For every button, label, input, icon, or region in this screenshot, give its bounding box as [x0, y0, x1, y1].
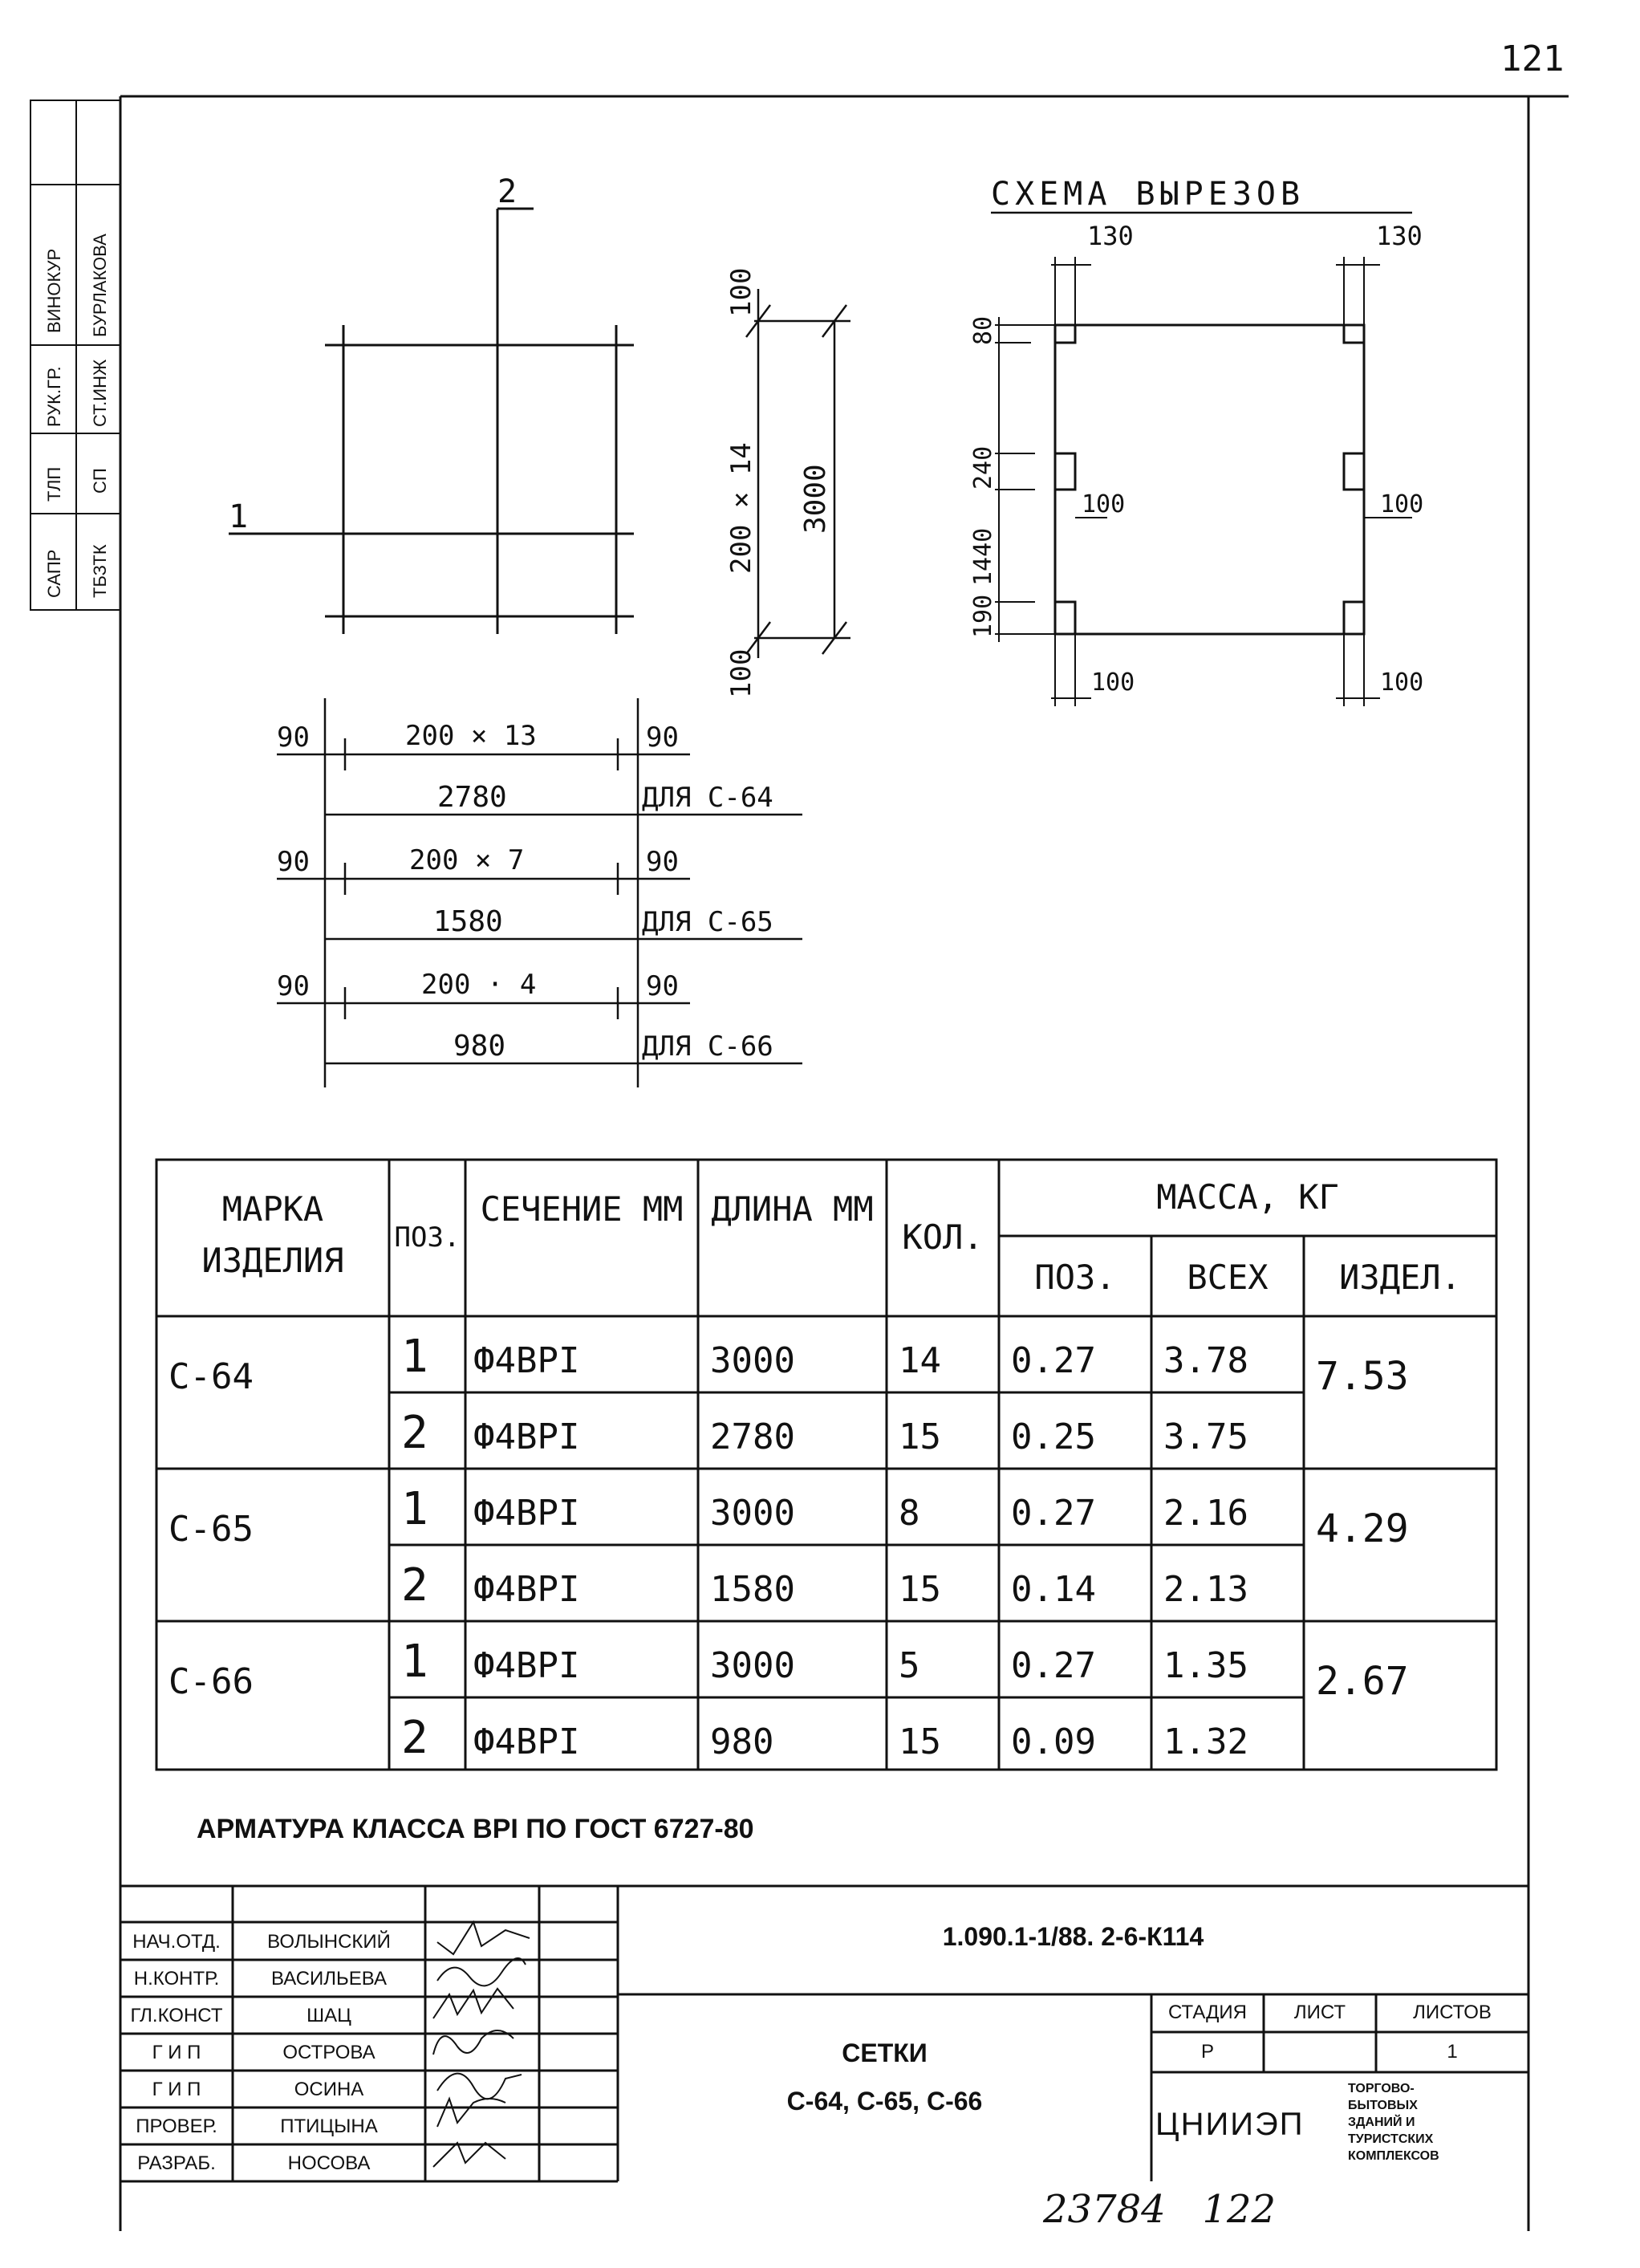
cutout-dim-80: 80	[969, 315, 997, 345]
drawing-subtitle: С-64, С-65, С-66	[786, 2087, 983, 2116]
staff-role: ПРОВЕР.	[136, 2116, 217, 2137]
mass-all-c66-2: 1.32	[1163, 1721, 1248, 1762]
sheets-label: ЛИСТОВ	[1413, 2002, 1492, 2023]
qty-c64-2: 15	[899, 1416, 941, 1457]
sheet-label: ЛИСТ	[1293, 2002, 1346, 2023]
length-c66-2: 980	[710, 1721, 774, 1762]
stamp-tlp: ТЛП	[44, 466, 64, 502]
cutout-outline	[1055, 325, 1364, 634]
mesh-dim-3000: 3000	[799, 464, 832, 534]
staff-name: ШАЦ	[306, 2005, 351, 2026]
staff-role: РАЗРАБ.	[137, 2152, 216, 2174]
mark-c65: С-65	[168, 1508, 254, 1550]
mass-all-c66-1: 1.35	[1163, 1644, 1248, 1686]
org-note-line: КОМПЛЕКСОВ	[1348, 2149, 1439, 2163]
header-mass: МАССА, КГ	[1156, 1177, 1339, 1217]
staff-role: ГЛ.КОНСТ	[130, 2005, 223, 2026]
stage-label: СТАДИЯ	[1167, 2002, 1248, 2023]
footer-numbers: 23784 122	[1043, 2187, 1277, 2232]
dim-c64-middle: 200 × 13	[405, 720, 537, 752]
cutout-dim-1440: 1440	[969, 527, 997, 586]
header-mass-all: ВСЕХ	[1187, 1258, 1269, 1297]
header-mass-pos: ПОЗ.	[1034, 1258, 1116, 1297]
dim-c66-middle: 200 · 4	[421, 969, 537, 1001]
header-mass-item: ИЗДЕЛ.	[1339, 1258, 1461, 1297]
section-c65-2: Ф4ВРI	[473, 1568, 580, 1610]
stamp-burlakova: БУРЛАКОВА	[90, 234, 110, 337]
stage-value: Р	[1200, 2041, 1214, 2063]
dim-c65-middle: 200 × 7	[409, 844, 525, 876]
staff-name: ОСТРОВА	[282, 2042, 375, 2063]
item-mass-c65: 4.29	[1316, 1506, 1409, 1551]
dim-c66-left: 90	[277, 970, 310, 1002]
pos-c66-1: 1	[401, 1635, 428, 1688]
stamp-rukgr: РУК.ГР.	[44, 366, 64, 427]
cutout-dim-130-right: 130	[1376, 221, 1423, 251]
mesh-dim-200x14: 200 × 14	[725, 442, 757, 574]
staff-role: Г И П	[152, 2079, 201, 2100]
width-dims-lines	[277, 698, 802, 1087]
dim-c66-right: 90	[646, 970, 679, 1002]
cutout-dim-100-mid-right: 100	[1380, 490, 1424, 518]
length-c64-2: 2780	[710, 1416, 795, 1457]
cutout-title: СХЕМА ВЫРЕЗОВ	[991, 176, 1305, 213]
mass-pos-c64-1: 0.27	[1011, 1339, 1096, 1381]
mass-pos-c66-2: 0.09	[1011, 1721, 1096, 1762]
mark-c66: С-66	[168, 1660, 254, 1702]
stamp-tbztk: ТБЗТК	[90, 544, 110, 598]
header-mark: МАРКА ИЗДЕЛИЯ	[201, 1189, 344, 1280]
qty-c66-1: 5	[899, 1644, 920, 1686]
mesh-dim-100-bottom: 100	[725, 648, 757, 698]
length-c65-1: 3000	[710, 1492, 795, 1534]
staff-role: Г И П	[152, 2042, 201, 2063]
staff-name: НОСОВА	[287, 2152, 371, 2174]
dim-c65-note: ДЛЯ С-65	[642, 906, 773, 938]
org-note-line: БЫТОВЫХ	[1348, 2099, 1418, 2112]
mass-pos-c66-1: 0.27	[1011, 1644, 1096, 1686]
side-stamp	[30, 100, 120, 610]
section-c66-1: Ф4ВРI	[473, 1644, 580, 1686]
cutout-dim-240: 240	[969, 445, 997, 490]
header-section: СЕЧЕНИЕ ММ	[480, 1189, 684, 1229]
org-name: ЦНИИЭП	[1155, 2107, 1305, 2142]
staff-name: ОСИНА	[294, 2079, 364, 2100]
mass-pos-c65-1: 0.27	[1011, 1492, 1096, 1534]
org-note	[1348, 2080, 1439, 2164]
item-mass-c64: 7.53	[1316, 1354, 1409, 1399]
cutout-dim-100-bot-right: 100	[1380, 669, 1424, 697]
mesh-dim-100-top: 100	[725, 267, 757, 317]
org-note-line: ТУРИСТСКИХ	[1348, 2132, 1434, 2146]
dim-c66-note: ДЛЯ С-66	[642, 1030, 773, 1063]
dim-c66-total: 980	[453, 1030, 506, 1063]
qty-c65-1: 8	[899, 1492, 920, 1534]
qty-c65-2: 15	[899, 1568, 941, 1610]
staff-name: ВОЛЫНСКИЙ	[267, 1931, 391, 1953]
length-c64-1: 3000	[710, 1339, 795, 1381]
mesh-label-2: 2	[497, 173, 518, 210]
staff-name: ВАСИЛЬЕВА	[271, 1968, 387, 1990]
dim-c64-left: 90	[277, 721, 310, 754]
length-c66-1: 3000	[710, 1644, 795, 1686]
pos-c65-2: 2	[401, 1559, 428, 1612]
header-pos: ПОЗ.	[394, 1221, 461, 1254]
sheets-value: 1	[1447, 2041, 1458, 2063]
dim-c65-left: 90	[277, 846, 310, 878]
stamp-sp: СП	[90, 468, 110, 494]
section-c66-2: Ф4ВРI	[473, 1721, 580, 1762]
qty-c66-2: 15	[899, 1721, 941, 1762]
org-note-line: ЗДАНИЙ И	[1348, 2116, 1415, 2129]
item-mass-c66: 2.67	[1316, 1659, 1409, 1704]
pos-c64-2: 2	[401, 1406, 428, 1459]
doc-code: 1.090.1-1/88. 2-6-К114	[942, 1922, 1204, 1951]
pos-c64-1: 1	[401, 1330, 428, 1383]
mark-c64: С-64	[168, 1356, 254, 1397]
qty-c64-1: 14	[899, 1339, 941, 1381]
dim-c64-note: ДЛЯ С-64	[642, 782, 773, 814]
cutout-dim-190: 190	[969, 594, 997, 638]
header-qty: КОЛ.	[902, 1217, 984, 1257]
sheet-frame	[120, 96, 1569, 2231]
dim-c64-right: 90	[646, 721, 679, 754]
mesh-label-1: 1	[229, 498, 249, 535]
dim-c64-total: 2780	[437, 781, 507, 814]
mesh-plan	[229, 209, 634, 634]
cutout-dim-100-mid-left: 100	[1082, 490, 1126, 518]
mass-all-c64-1: 3.78	[1163, 1339, 1248, 1381]
mesh-vertical-dims	[746, 289, 850, 658]
section-c64-1: Ф4ВРI	[473, 1339, 580, 1381]
org-note-line: ТОРГОВО-	[1348, 2082, 1415, 2095]
mass-pos-c64-2: 0.25	[1011, 1416, 1096, 1457]
mass-all-c65-2: 2.13	[1163, 1568, 1248, 1610]
page-number: 121	[1500, 39, 1565, 79]
reinforcement-note: АРМАТУРА КЛАССА ВРI ПО ГОСТ 6727-80	[197, 1814, 754, 1844]
staff-role: Н.КОНТР.	[133, 1968, 220, 1990]
length-c65-2: 1580	[710, 1568, 795, 1610]
header-length: ДЛИНА ММ	[711, 1189, 874, 1229]
stamp-stinzh: СТ.ИНЖ	[90, 359, 110, 427]
mass-all-c64-2: 3.75	[1163, 1416, 1248, 1457]
mass-all-c65-1: 2.16	[1163, 1492, 1248, 1534]
cutout-dim-130-left: 130	[1087, 221, 1134, 251]
staff-name: ПТИЦЫНА	[280, 2116, 378, 2137]
stamp-sapr: САПР	[44, 549, 64, 598]
staff-role: НАЧ.ОТД.	[132, 1931, 221, 1953]
stamp-vinokur: ВИНОКУР	[44, 248, 64, 333]
section-c64-2: Ф4ВРI	[473, 1416, 580, 1457]
pos-c65-1: 1	[401, 1482, 428, 1535]
section-c65-1: Ф4ВРI	[473, 1492, 580, 1534]
pos-c66-2: 2	[401, 1711, 428, 1764]
mass-pos-c65-2: 0.14	[1011, 1568, 1096, 1610]
drawing-title: СЕТКИ	[842, 2038, 928, 2067]
dim-c65-right: 90	[646, 846, 679, 878]
dim-c65-total: 1580	[433, 905, 503, 938]
cutout-dim-100-bot-left: 100	[1091, 669, 1135, 697]
